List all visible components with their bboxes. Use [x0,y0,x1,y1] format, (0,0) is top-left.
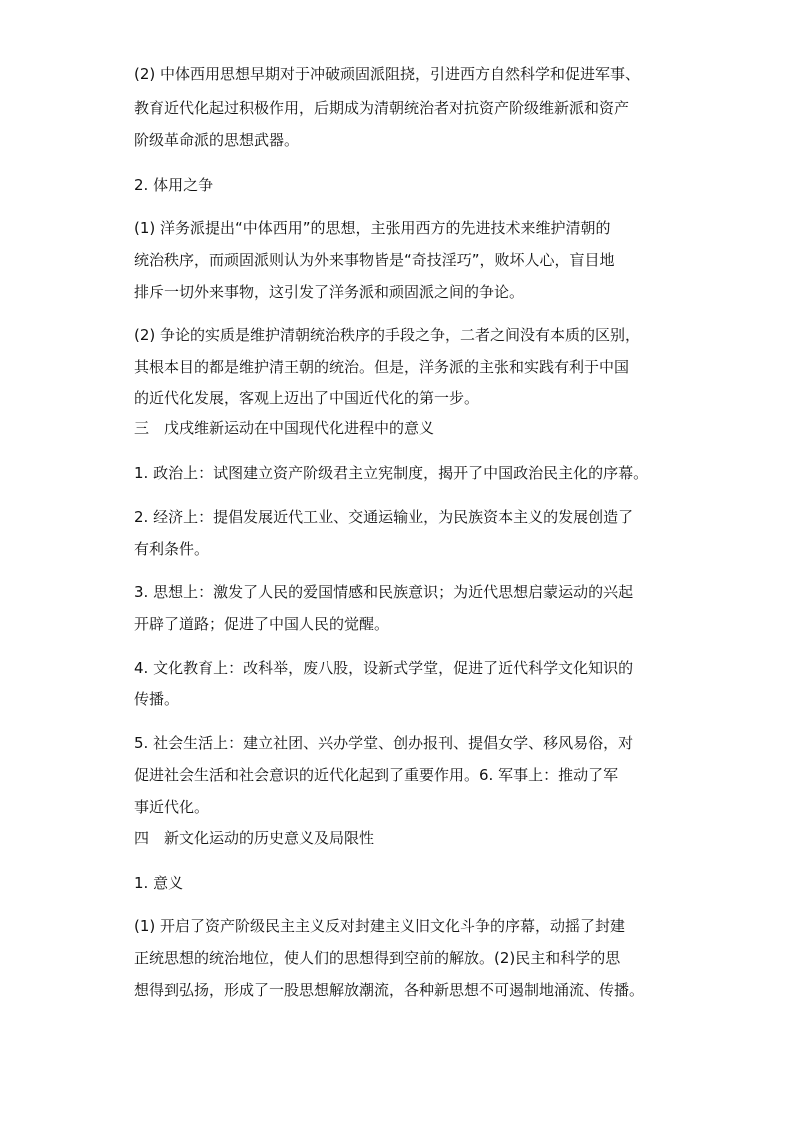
paragraph-line: 教育近代化起过积极作用，后期成为清朝统治者对抗资产阶级维新派和资产 [134,99,630,117]
section-heading: 三 戊戌维新运动在中国现代化进程中的意义 [134,419,435,437]
paragraph-line: 统治秩序，而顽固派则认为外来事物皆是“奇技淫巧”，败坏人心，盲目地 [134,251,615,269]
paragraph-line: 排斥一切外来事物，这引发了洋务派和顽固派之间的争论。 [134,283,525,301]
paragraph-line: 的近代化发展，客观上迈出了中国近代化的第一步。 [134,389,480,407]
section-heading: 1. 意义 [134,874,184,892]
paragraph-line: 开辟了道路；促进了中国人民的觉醒。 [134,615,390,633]
paragraph-line: 其根本目的都是维护清王朝的统治。但是，洋务派的主张和实践有利于中国 [134,358,630,376]
paragraph-line: 2. 经济上：提倡发展近代工业、交通运输业，为民族资本主义的发展创造了 [134,508,634,526]
paragraph-line: 阶级革命派的思想武器。 [134,131,300,149]
section-heading: 四 新文化运动的历史意义及局限性 [134,829,375,847]
paragraph-line: 促进社会生活和社会意识的近代化起到了重要作用。6. 军事上：推动了军 [134,766,619,784]
paragraph-line: 3. 思想上：激发了人民的爱国情感和民族意识；为近代思想启蒙运动的兴起 [134,583,634,601]
paragraph-line: 想得到弘扬，形成了一股思想解放潮流，各种新思想不可遏制地涌流、传播。 [134,981,645,999]
paragraph-line: 正统思想的统治地位，使人们的思想得到空前的解放。(2)民主和科学的思 [134,949,621,967]
paragraph-line: 5. 社会生活上：建立社团、兴办学堂、创办报刊、提倡女学、移风易俗，对 [134,734,634,752]
section-heading: 2. 体用之争 [134,176,214,194]
paragraph-line: (1) 开启了资产阶级民主主义反对封建主义旧文化斗争的序幕，动摇了封建 [134,917,626,935]
paragraph-line: (2) 争论的实质是维护清朝统治秩序的手段之争，二者之间没有本质的区别， [134,326,641,344]
paragraph-line: 有利条件。 [134,540,210,558]
paragraph-line: (1) 洋务派提出“中体西用”的思想，主张用西方的先进技术来维护清朝的 [134,219,611,237]
paragraph-line: 4. 文化教育上：改科举，废八股，设新式学堂，促进了近代科学文化知识的 [134,659,634,677]
paragraph-line: 事近代化。 [134,798,210,816]
paragraph-line: (2) 中体西用思想早期对于冲破顽固派阻挠，引进西方自然科学和促进军事、 [134,65,641,83]
paragraph-line: 1. 政治上：试图建立资产阶级君主立宪制度，揭开了中国政治民主化的序幕。 [134,464,649,482]
paragraph-line: 传播。 [134,690,180,708]
